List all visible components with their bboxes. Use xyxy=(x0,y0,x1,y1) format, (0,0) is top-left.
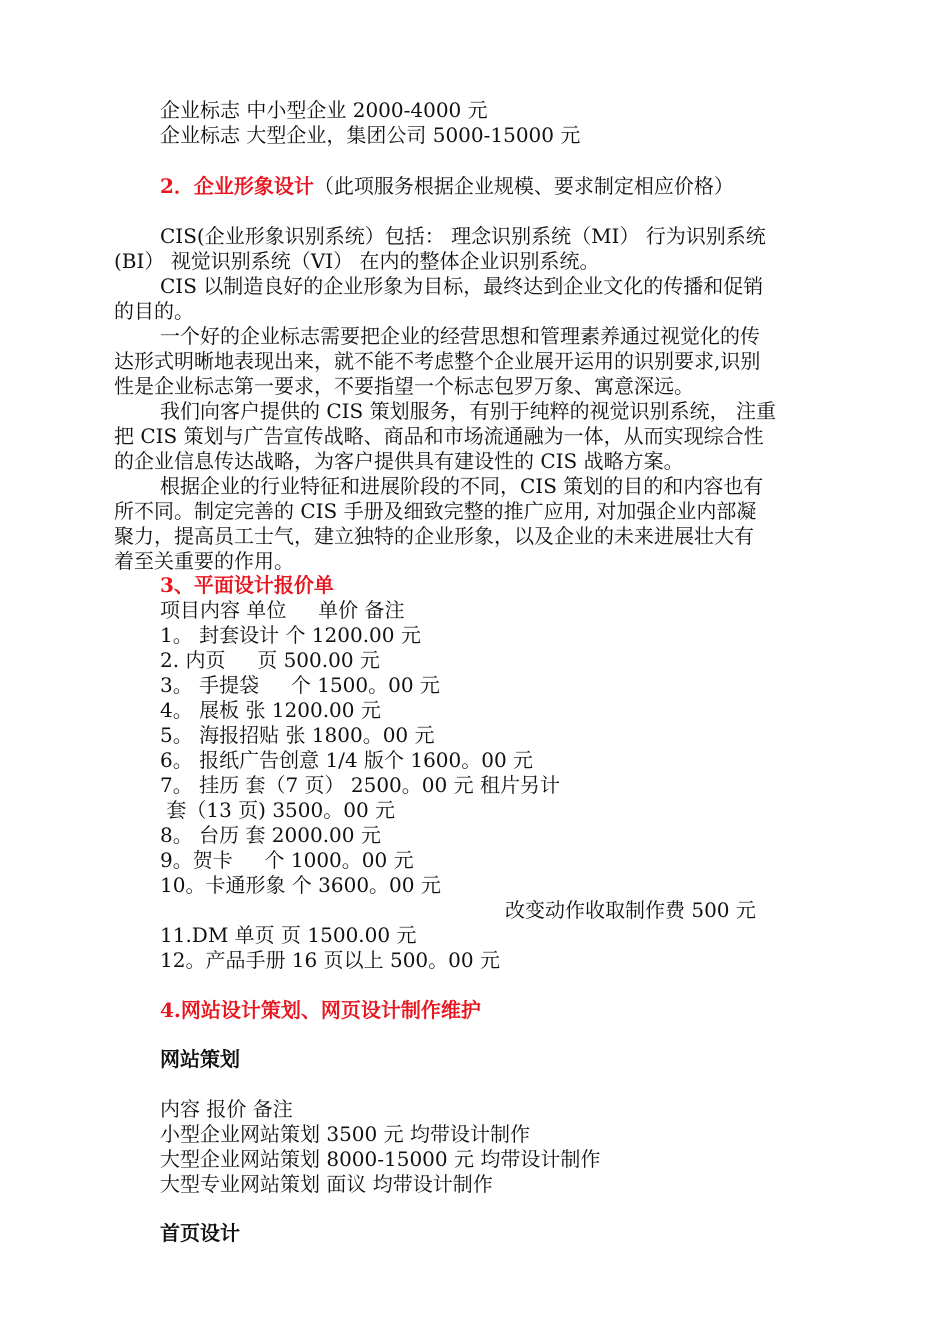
price-item: 4。 展板 张 1200.00 元 xyxy=(160,698,381,722)
paragraph-line: 着至关重要的作用。 xyxy=(114,549,294,573)
logo-price-line: 企业标志 大型企业，集团公司 5000-15000 元 xyxy=(160,123,581,147)
price-item: 11.DM 单页 页 1500.00 元 xyxy=(160,923,417,947)
price-table-header: 项目内容 单位 单价 备注 xyxy=(160,598,405,622)
logo-price-line: 企业标志 中小型企业 2000-4000 元 xyxy=(160,98,488,122)
price-item-note: 改变动作收取制作费 500 元 xyxy=(505,898,756,922)
paragraph-line: 的企业信息传达战略，为客户提供具有建设性的 CIS 战略方案。 xyxy=(114,449,684,473)
section-2-title: 2．企业形象设计 xyxy=(160,174,314,198)
paragraph-line: 一个好的企业标志需要把企业的经营思想和管理素养通过视觉化的传 xyxy=(160,324,760,348)
paragraph-line: 根据企业的行业特征和进展阶段的不同，CIS 策划的目的和内容也有 xyxy=(160,474,764,498)
price-item: 9。贺卡 个 1000。00 元 xyxy=(160,848,414,872)
price-item: 8。 台历 套 2000.00 元 xyxy=(160,823,381,847)
paragraph-line: CIS(企业形象识别系统）包括： 理念识别系统（MI） 行为识别系统 xyxy=(160,224,766,248)
paragraph-line: 性是企业标志第一要求，不要指望一个标志包罗万象、寓意深远。 xyxy=(114,374,694,398)
price-item: 6。 报纸广告创意 1/4 版个 1600。00 元 xyxy=(160,748,534,772)
section-2-heading xyxy=(160,174,734,199)
price-item: 套（13 页) 3500。00 元 xyxy=(160,798,396,822)
price-item: 2. 内页 页 500.00 元 xyxy=(160,648,380,672)
section-4-heading: 4.网站设计策划、网页设计制作维护 xyxy=(160,998,481,1022)
section-3-heading: 3、平面设计报价单 xyxy=(160,573,334,597)
paragraph-line: 达形式明晰地表现出来，就不能不考虑整个企业展开运用的识别要求,识别 xyxy=(114,349,761,373)
subheading-homepage-design: 首页设计 xyxy=(160,1221,240,1245)
paragraph-line: 所不同。制定完善的 CIS 手册及细致完整的推广应用, 对加强企业内部凝 xyxy=(114,499,757,523)
website-table-header: 内容 报价 备注 xyxy=(160,1097,293,1121)
price-item: 1。 封套设计 个 1200.00 元 xyxy=(160,623,421,647)
price-item: 5。 海报招贴 张 1800。00 元 xyxy=(160,723,435,747)
website-table-row: 小型企业网站策划 3500 元 均带设计制作 xyxy=(160,1122,530,1146)
paragraph-line: 我们向客户提供的 CIS 策划服务，有别于纯粹的视觉识别系统， 注重 xyxy=(160,399,776,423)
paragraph-line: CIS 以制造良好的企业形象为目标，最终达到企业文化的传播和促销 xyxy=(160,274,764,298)
price-item: 3。 手提袋 个 1500。00 元 xyxy=(160,673,440,697)
website-table-row: 大型企业网站策划 8000-15000 元 均带设计制作 xyxy=(160,1147,601,1171)
price-item: 12。产品手册 16 页以上 500。00 元 xyxy=(160,948,500,972)
section-2-note: （此项服务根据企业规模、要求制定相应价格） xyxy=(313,174,734,198)
paragraph-line: 把 CIS 策划与广告宣传战略、商品和市场流通融为一体，从而实现综合性 xyxy=(114,424,764,448)
paragraph-line: 聚力，提高员工士气，建立独特的企业形象，以及企业的未来进展壮大有 xyxy=(114,524,754,548)
paragraph-line: 的目的。 xyxy=(114,299,194,323)
price-item: 10。卡通形象 个 3600。00 元 xyxy=(160,873,441,897)
subheading-website-planning: 网站策划 xyxy=(160,1047,240,1071)
price-item: 7。 挂历 套（7 页） 2500。00 元 租片另计 xyxy=(160,773,560,797)
website-table-row: 大型专业网站策划 面议 均带设计制作 xyxy=(160,1172,493,1196)
paragraph-line: (BI） 视觉识别系统（VI） 在内的整体企业识别系统。 xyxy=(114,249,600,273)
